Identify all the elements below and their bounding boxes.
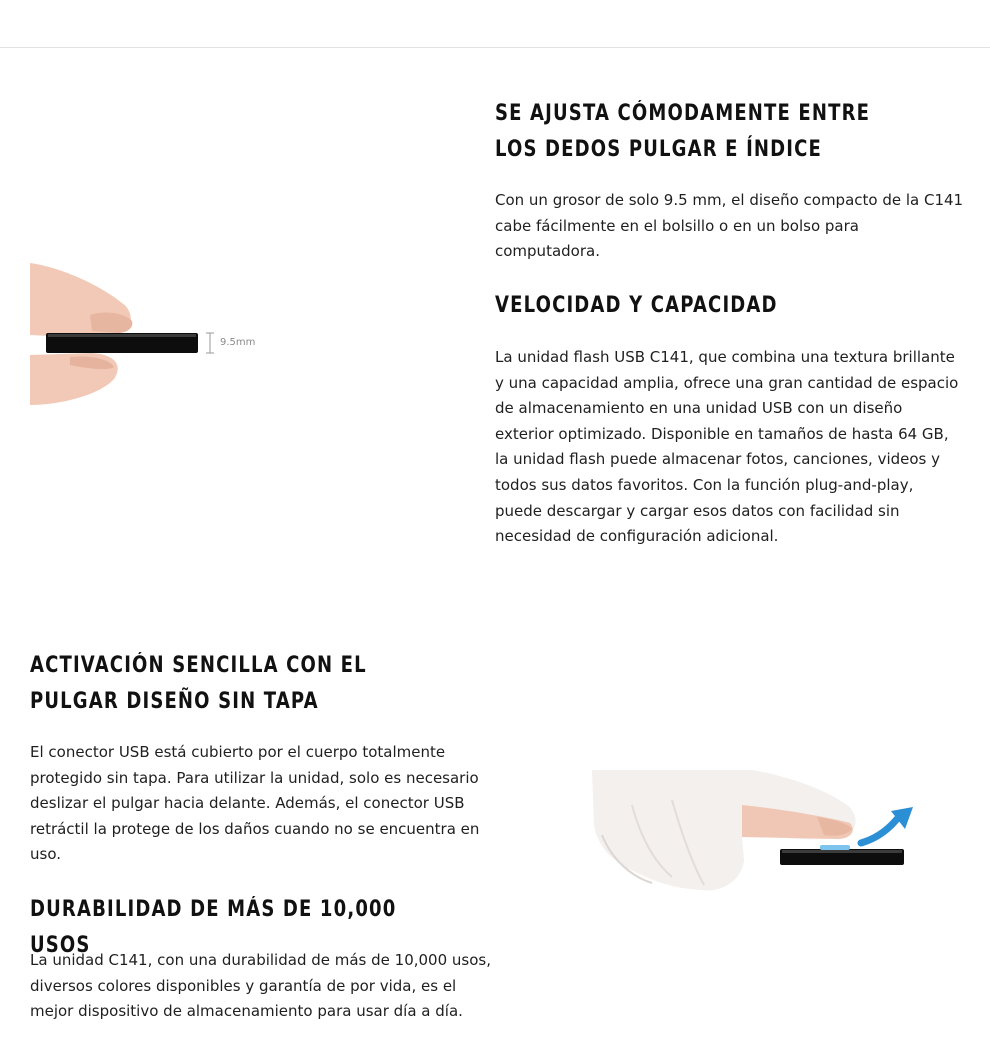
section-1-paragraph-fit: Con un grosor de solo 9.5 mm, el diseño compacto de la C141 cabe fácilmente en el bolsillo o en un bolso para computadora. xyxy=(495,191,964,261)
section-1-heading-fit: SE AJUSTA CÓMODAMENTE ENTRE LOS DEDOS PULGAR E ÍNDICE xyxy=(495,101,871,162)
slide-arrow-icon xyxy=(857,805,917,855)
section-1-heading-speed: VELOCIDAD Y CAPACIDAD xyxy=(495,293,778,318)
thumb-slide-illustration xyxy=(592,765,922,900)
section-1-paragraph-speed: La unidad flash USB C141, que combina una textura brillante y una capacidad amplia, ofrece una gran cantidad de espacio de almacenamiento en una unidad USB con un diseño exterior optimizado. Disponible en tamaños de hasta 64 GB, la unidad flash puede almacenar fotos, canciones, videos y todos sus datos favoritos. Con la función plug-and-play, puede descargar y cargar esos datos con facilidad sin necesidad de configuración adicional. xyxy=(495,348,959,546)
section-2-heading-activation: ACTIVACIÓN SENCILLA CON EL PULGAR DISEÑO SIN TAPA xyxy=(30,653,367,714)
thickness-label: 9.5mm xyxy=(220,337,256,348)
section-2-paragraph-activation: El conector USB está cubierto por el cuerpo totalmente protegido sin tapa. Para utilizar la unidad, solo es necesario deslizar el pulgar hacia delante. Además, el conector USB retráctil la protege de los daños cuando no se encuentra en uso. xyxy=(30,743,480,864)
top-divider xyxy=(0,47,990,48)
section-2-paragraph-durability: La unidad C141, con una durabilidad de más de 10,000 usos, diversos colores disponibles y garantía de por vida, es el mejor dispositivo de almacenamiento para usar día a día. xyxy=(30,951,491,1021)
thickness-illustration xyxy=(30,255,280,410)
section-2-heading-durability: DURABILIDAD DE MÁS DE 10,000 USOS xyxy=(30,897,397,958)
finger-holding-drive-illustration xyxy=(30,255,280,410)
